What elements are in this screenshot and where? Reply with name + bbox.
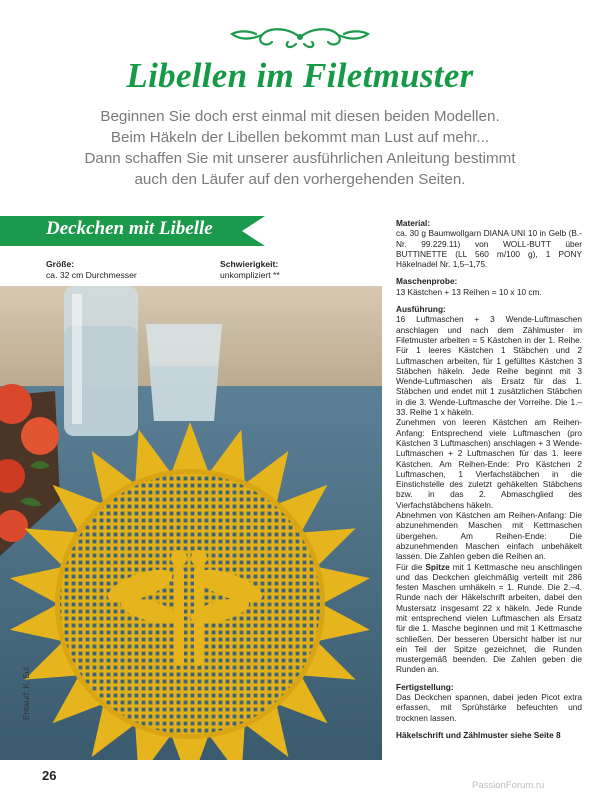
size-value: ca. 32 cm Durchmesser — [46, 270, 137, 280]
photo-credit: Entwurf: K. Eul — [22, 667, 31, 720]
decorative-scroll-ornament — [0, 22, 600, 52]
gauge-text: 13 Kästchen + 13 Reihen = 10 x 10 cm. — [396, 286, 542, 297]
gauge-heading: Maschenprobe: — [396, 276, 458, 287]
page-number: 26 — [42, 768, 57, 783]
size-spec — [46, 259, 137, 281]
intro-line: auch den Läufer auf den vorhergehenden Seiten. — [134, 171, 466, 188]
instructions-column — [396, 218, 582, 740]
doily-photo — [0, 286, 382, 760]
doily-filet-mesh — [60, 474, 320, 734]
material-text: ca. 30 g Baumwollgarn DIANA UNI 10 in Gelb (B.-Nr. 99.229.11) von WOLL-BUTT über BUTTINETTE (LL 560 m/100 g), 1 PONY Häkelnadel Nr. 1,5–1,75. — [396, 228, 582, 270]
doily-photo-graphic — [0, 286, 382, 760]
size-label: Größe: — [46, 259, 75, 269]
execution-paragraph: Abnehmen von Kästchen am Reihen-Anfang: Die abzunehmenden Maschen mit Kettmaschen übergehen. Am Reihen-Ende: Die abzunehmenden Maschen einfach unbehäkelt lassen. Die Zahlen geben die Reihen an. — [396, 510, 582, 562]
finishing-heading: Fertigstellung: — [396, 681, 454, 692]
spitze-term: Spitze — [425, 561, 450, 572]
water-bottle — [64, 286, 138, 436]
intro-line: Beginnen Sie doch erst einmal mit diesen beiden Modellen. — [100, 108, 500, 125]
water-glass — [146, 324, 222, 421]
difficulty-spec — [220, 259, 280, 281]
material-heading: Material: — [396, 218, 431, 228]
difficulty-value: unkompliziert ** — [220, 270, 280, 280]
difficulty-label: Schwierigkeit: — [220, 259, 279, 269]
page-title: Libellen im Filetmuster — [126, 56, 474, 95]
execution-paragraph: Zunehmen von leeren Kästchen am Reihen-Anfang: Entsprechend viele Luftmaschen (pro Kästchen 3 Luftmaschen) anschlagen + 3 Wende-Luftmaschen + 2 Luftmaschen für das 1. leere Kästchen. Am Reihen-Ende: Pro Kästchen 2 Luftmaschen, 1 Vierfachstäbchen in die Einstichstelle des zuletzt gehäkelten Stäbchens bzw. in das 2. Abmaschglied des Vierfachstäbchens häkeln. — [396, 417, 582, 510]
intro-line: Dann schaffen Sie mit unserer ausführlichen Anleitung bestimmt — [84, 150, 516, 167]
section-title: Deckchen mit Libelle — [46, 218, 213, 239]
intro-line: Beim Häkeln der Libellen bekommt man Lust auf mehr... — [110, 129, 490, 146]
intro-text — [40, 106, 560, 190]
watermark: PassionForum.ru — [472, 780, 545, 791]
chart-reference: Häkelschrift und Zählmuster siehe Seite 8 — [396, 729, 561, 740]
execution-paragraph: 16 Luftmaschen + 3 Wende-Luftmaschen anschlagen und nach dem Zählmuster im Filetmuster arbeiten = 5 Kästchen in der 1. Reihe. Für 1 leeres Kästchen 1 Stäbchen und 2 Luftmaschen arbeiten, für 1 gefülltes Kästchen 3 Stäbchen häkeln. Jede Reihe beginnt mit 3 Wende-Luftmaschen als Ersatz für das 1. Stäbchen und endet mit 1 zusätzlichen Stäbchen in die 3. Wende-Luftmasche der Vorreihe. Die 1.–33. Reihe 1 x häkeln. — [396, 314, 582, 418]
spitze-lead: Für die — [396, 561, 426, 572]
execution-heading: Ausführung: — [396, 304, 446, 315]
spitze-text: mit 1 Kettmasche neu anschlingen und das Deckchen gleichmäßig verteilt mit 286 festen Maschen umhäkeln = 1. Runde. Die 2.–4. Runde nach der Häkelschrift arbeiten, dabei den Mustersatz insgesamt 22 x häkeln. Jede Runde mit entsprechend vielen Luftmaschen als Ersatz für die 1. Masche beginnen und mit 1 Kettmasche schließen. Der besseren Übersicht halber ist nur ein Teil der Spitze gezeichnet, die Runden mustergemäß beenden. Die Zahlen geben die Runden an. — [396, 561, 582, 675]
spitze-paragraph — [396, 562, 582, 675]
finishing-text: Das Deckchen spannen, dabei jeden Picot extra erfassen, mit Sprühstärke befeuchten und trocknen lassen. — [396, 692, 582, 723]
